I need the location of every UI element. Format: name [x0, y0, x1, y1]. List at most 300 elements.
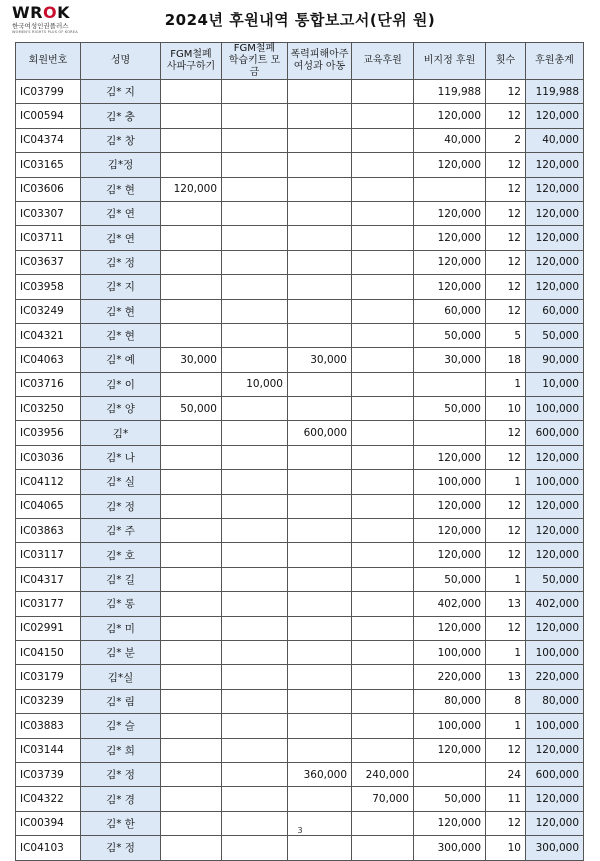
table-row	[16, 762, 584, 786]
table-row	[16, 592, 584, 616]
table-row	[16, 567, 584, 591]
fgm-sapa-cell: 120,000	[161, 177, 222, 201]
education-cell	[352, 494, 414, 518]
education-cell	[352, 470, 414, 494]
column-header: 비지정 후원	[414, 43, 486, 80]
total-cell: 120,000	[526, 543, 584, 567]
table-row	[16, 665, 584, 689]
violence-victims-cell	[288, 445, 352, 469]
name-cell: 김* 양	[81, 397, 161, 421]
unrestricted-cell: 120,000	[414, 104, 486, 128]
member-id-cell: IC04374	[16, 128, 81, 152]
logo-org-name-en: WOMEN'S RIGHTS PLUS OF KOREA	[12, 30, 78, 34]
table-row	[16, 397, 584, 421]
violence-victims-cell	[288, 104, 352, 128]
column-header: FGM철폐 사파구하기	[161, 43, 222, 80]
logo-mark-icon: O	[42, 3, 58, 22]
logo-wordmark: WROK	[12, 3, 70, 22]
total-cell: 120,000	[526, 811, 584, 835]
count-cell: 12	[486, 519, 526, 543]
fgm-kit-cell	[222, 494, 288, 518]
fgm-sapa-cell	[161, 80, 222, 104]
name-cell: 김*	[81, 421, 161, 445]
fgm-sapa-cell	[161, 519, 222, 543]
name-cell: 김* 이	[81, 372, 161, 396]
education-cell	[352, 153, 414, 177]
fgm-sapa-cell	[161, 762, 222, 786]
unrestricted-cell: 40,000	[414, 128, 486, 152]
name-cell: 김* 주	[81, 519, 161, 543]
fgm-kit-cell	[222, 762, 288, 786]
table-row	[16, 104, 584, 128]
fgm-sapa-cell	[161, 275, 222, 299]
table-row	[16, 543, 584, 567]
total-cell: 402,000	[526, 592, 584, 616]
name-cell: 김* 현	[81, 299, 161, 323]
total-cell: 80,000	[526, 689, 584, 713]
unrestricted-cell: 100,000	[414, 470, 486, 494]
total-cell: 120,000	[526, 616, 584, 640]
name-cell: 김* 현	[81, 177, 161, 201]
fgm-sapa-cell	[161, 153, 222, 177]
fgm-kit-cell	[222, 421, 288, 445]
member-id-cell: IC03177	[16, 592, 81, 616]
member-id-cell: IC04063	[16, 348, 81, 372]
donation-table	[15, 42, 584, 861]
fgm-sapa-cell: 50,000	[161, 397, 222, 421]
fgm-sapa-cell	[161, 372, 222, 396]
name-cell: 김* 희	[81, 738, 161, 762]
name-cell: 김* 실	[81, 470, 161, 494]
education-cell	[352, 275, 414, 299]
count-cell: 12	[486, 201, 526, 225]
fgm-kit-cell	[222, 128, 288, 152]
count-cell: 12	[486, 811, 526, 835]
violence-victims-cell	[288, 372, 352, 396]
count-cell: 10	[486, 836, 526, 860]
fgm-sapa-cell	[161, 714, 222, 738]
fgm-sapa-cell	[161, 421, 222, 445]
unrestricted-cell	[414, 177, 486, 201]
education-cell: 240,000	[352, 762, 414, 786]
fgm-sapa-cell	[161, 323, 222, 347]
member-id-cell: IC04150	[16, 640, 81, 664]
fgm-kit-cell	[222, 275, 288, 299]
member-id-cell: IC04103	[16, 836, 81, 860]
unrestricted-cell	[414, 762, 486, 786]
name-cell: 김* 경	[81, 787, 161, 811]
fgm-kit-cell	[222, 250, 288, 274]
table-row	[16, 153, 584, 177]
fgm-sapa-cell	[161, 543, 222, 567]
table-row	[16, 348, 584, 372]
fgm-kit-cell	[222, 543, 288, 567]
total-cell: 120,000	[526, 226, 584, 250]
violence-victims-cell	[288, 299, 352, 323]
name-cell: 김* 지	[81, 275, 161, 299]
fgm-kit-cell	[222, 445, 288, 469]
fgm-sapa-cell	[161, 201, 222, 225]
table-row	[16, 640, 584, 664]
violence-victims-cell	[288, 689, 352, 713]
total-cell: 10,000	[526, 372, 584, 396]
member-id-cell: IC04321	[16, 323, 81, 347]
report-title: 2024년 후원내역 통합보고서(단위 원)	[164, 11, 436, 29]
table-header-row	[16, 43, 584, 80]
fgm-kit-cell	[222, 519, 288, 543]
violence-victims-cell	[288, 519, 352, 543]
count-cell: 13	[486, 592, 526, 616]
count-cell: 12	[486, 616, 526, 640]
name-cell: 김*정	[81, 153, 161, 177]
name-cell: 김* 정	[81, 250, 161, 274]
page-number: 3	[297, 826, 303, 835]
unrestricted-cell	[414, 372, 486, 396]
violence-victims-cell	[288, 787, 352, 811]
violence-victims-cell	[288, 543, 352, 567]
total-cell: 120,000	[526, 201, 584, 225]
education-cell	[352, 397, 414, 421]
member-id-cell: IC03956	[16, 421, 81, 445]
count-cell: 12	[486, 543, 526, 567]
education-cell	[352, 738, 414, 762]
fgm-sapa-cell	[161, 665, 222, 689]
table-row	[16, 177, 584, 201]
unrestricted-cell: 60,000	[414, 299, 486, 323]
member-id-cell: IC03739	[16, 762, 81, 786]
fgm-sapa-cell: 30,000	[161, 348, 222, 372]
total-cell: 100,000	[526, 470, 584, 494]
violence-victims-cell	[288, 397, 352, 421]
table-row	[16, 226, 584, 250]
total-cell: 600,000	[526, 762, 584, 786]
unrestricted-cell: 120,000	[414, 543, 486, 567]
count-cell: 8	[486, 689, 526, 713]
member-id-cell: IC03711	[16, 226, 81, 250]
unrestricted-cell: 120,000	[414, 494, 486, 518]
education-cell	[352, 567, 414, 591]
fgm-sapa-cell	[161, 567, 222, 591]
total-cell: 100,000	[526, 714, 584, 738]
member-id-cell: IC03239	[16, 689, 81, 713]
fgm-sapa-cell	[161, 470, 222, 494]
member-id-cell: IC04322	[16, 787, 81, 811]
name-cell: 김* 정	[81, 494, 161, 518]
name-cell: 김* 길	[81, 567, 161, 591]
violence-victims-cell: 600,000	[288, 421, 352, 445]
education-cell	[352, 177, 414, 201]
violence-victims-cell	[288, 177, 352, 201]
column-header: 성명	[81, 43, 161, 80]
column-header: 횟수	[486, 43, 526, 80]
unrestricted-cell: 120,000	[414, 226, 486, 250]
table-row	[16, 787, 584, 811]
name-cell: 김* 충	[81, 104, 161, 128]
member-id-cell: IC03958	[16, 275, 81, 299]
education-cell	[352, 201, 414, 225]
violence-victims-cell	[288, 616, 352, 640]
name-cell: 김* 연	[81, 201, 161, 225]
member-id-cell: IC03799	[16, 80, 81, 104]
member-id-cell: IC03250	[16, 397, 81, 421]
violence-victims-cell: 30,000	[288, 348, 352, 372]
count-cell: 12	[486, 177, 526, 201]
education-cell	[352, 421, 414, 445]
member-id-cell: IC03165	[16, 153, 81, 177]
violence-victims-cell	[288, 201, 352, 225]
total-cell: 600,000	[526, 421, 584, 445]
fgm-sapa-cell	[161, 226, 222, 250]
count-cell: 12	[486, 494, 526, 518]
unrestricted-cell: 120,000	[414, 738, 486, 762]
violence-victims-cell	[288, 323, 352, 347]
name-cell: 김* 슬	[81, 714, 161, 738]
unrestricted-cell: 100,000	[414, 640, 486, 664]
name-cell: 김* 한	[81, 811, 161, 835]
fgm-kit-cell	[222, 787, 288, 811]
table-row	[16, 275, 584, 299]
fgm-sapa-cell	[161, 299, 222, 323]
table-row	[16, 128, 584, 152]
fgm-sapa-cell	[161, 738, 222, 762]
count-cell: 12	[486, 299, 526, 323]
name-cell: 김* 림	[81, 689, 161, 713]
fgm-sapa-cell	[161, 592, 222, 616]
count-cell: 18	[486, 348, 526, 372]
total-cell: 90,000	[526, 348, 584, 372]
logo-org-name: 한국여성인권플러스	[12, 22, 69, 30]
violence-victims-cell	[288, 80, 352, 104]
member-id-cell: IC03863	[16, 519, 81, 543]
name-cell: 김* 미	[81, 616, 161, 640]
member-id-cell: IC03144	[16, 738, 81, 762]
fgm-kit-cell	[222, 201, 288, 225]
count-cell: 1	[486, 714, 526, 738]
education-cell: 70,000	[352, 787, 414, 811]
fgm-sapa-cell	[161, 250, 222, 274]
table-row	[16, 201, 584, 225]
name-cell: 김* 지	[81, 80, 161, 104]
fgm-kit-cell	[222, 640, 288, 664]
table-row	[16, 299, 584, 323]
column-header: FGM철폐 학습키트 모금	[222, 43, 288, 80]
unrestricted-cell: 120,000	[414, 153, 486, 177]
table-row	[16, 738, 584, 762]
total-cell: 40,000	[526, 128, 584, 152]
unrestricted-cell	[414, 421, 486, 445]
violence-victims-cell	[288, 592, 352, 616]
fgm-sapa-cell	[161, 445, 222, 469]
fgm-kit-cell	[222, 397, 288, 421]
fgm-kit-cell	[222, 348, 288, 372]
count-cell: 13	[486, 665, 526, 689]
count-cell: 24	[486, 762, 526, 786]
name-cell: 김* 호	[81, 543, 161, 567]
total-cell: 50,000	[526, 323, 584, 347]
education-cell	[352, 226, 414, 250]
count-cell: 12	[486, 445, 526, 469]
total-cell: 120,000	[526, 104, 584, 128]
total-cell: 300,000	[526, 836, 584, 860]
total-cell: 120,000	[526, 445, 584, 469]
column-header: 후원총계	[526, 43, 584, 80]
violence-victims-cell	[288, 153, 352, 177]
education-cell	[352, 689, 414, 713]
violence-victims-cell	[288, 275, 352, 299]
name-cell: 김* 연	[81, 226, 161, 250]
total-cell: 60,000	[526, 299, 584, 323]
total-cell: 120,000	[526, 738, 584, 762]
education-cell	[352, 543, 414, 567]
education-cell	[352, 714, 414, 738]
member-id-cell: IC00394	[16, 811, 81, 835]
fgm-kit-cell	[222, 299, 288, 323]
table-row	[16, 421, 584, 445]
education-cell	[352, 665, 414, 689]
unrestricted-cell: 120,000	[414, 445, 486, 469]
total-cell: 120,000	[526, 177, 584, 201]
education-cell	[352, 640, 414, 664]
table-row	[16, 250, 584, 274]
total-cell: 50,000	[526, 567, 584, 591]
education-cell	[352, 104, 414, 128]
name-cell: 김* 현	[81, 323, 161, 347]
violence-victims-cell	[288, 250, 352, 274]
violence-victims-cell: 360,000	[288, 762, 352, 786]
unrestricted-cell: 50,000	[414, 397, 486, 421]
count-cell: 1	[486, 372, 526, 396]
table-row	[16, 494, 584, 518]
unrestricted-cell: 100,000	[414, 714, 486, 738]
member-id-cell: IC02991	[16, 616, 81, 640]
unrestricted-cell: 120,000	[414, 275, 486, 299]
member-id-cell: IC03179	[16, 665, 81, 689]
fgm-kit-cell	[222, 323, 288, 347]
fgm-kit-cell	[222, 592, 288, 616]
table-row	[16, 445, 584, 469]
fgm-kit-cell	[222, 616, 288, 640]
name-cell: 김*실	[81, 665, 161, 689]
fgm-sapa-cell	[161, 616, 222, 640]
fgm-kit-cell	[222, 104, 288, 128]
fgm-kit-cell	[222, 714, 288, 738]
fgm-kit-cell	[222, 177, 288, 201]
unrestricted-cell: 120,000	[414, 616, 486, 640]
name-cell: 김* 롱	[81, 592, 161, 616]
violence-victims-cell	[288, 665, 352, 689]
total-cell: 100,000	[526, 640, 584, 664]
count-cell: 1	[486, 470, 526, 494]
unrestricted-cell: 300,000	[414, 836, 486, 860]
fgm-sapa-cell	[161, 494, 222, 518]
total-cell: 100,000	[526, 397, 584, 421]
education-cell	[352, 323, 414, 347]
member-id-cell: IC03249	[16, 299, 81, 323]
violence-victims-cell	[288, 567, 352, 591]
total-cell: 119,988	[526, 80, 584, 104]
unrestricted-cell: 30,000	[414, 348, 486, 372]
member-id-cell: IC04317	[16, 567, 81, 591]
fgm-sapa-cell	[161, 128, 222, 152]
column-header: 회원번호	[16, 43, 81, 80]
name-cell: 김* 분	[81, 640, 161, 664]
count-cell: 1	[486, 640, 526, 664]
unrestricted-cell: 120,000	[414, 519, 486, 543]
unrestricted-cell: 120,000	[414, 811, 486, 835]
fgm-sapa-cell	[161, 689, 222, 713]
member-id-cell: IC03716	[16, 372, 81, 396]
table-body	[16, 80, 584, 861]
violence-victims-cell	[288, 714, 352, 738]
column-header: 폭력피해아주 여성과 아동	[288, 43, 352, 80]
fgm-kit-cell	[222, 665, 288, 689]
table-row	[16, 80, 584, 104]
total-cell: 120,000	[526, 494, 584, 518]
unrestricted-cell: 119,988	[414, 80, 486, 104]
name-cell: 김* 나	[81, 445, 161, 469]
education-cell	[352, 592, 414, 616]
count-cell: 12	[486, 738, 526, 762]
fgm-kit-cell	[222, 738, 288, 762]
education-cell	[352, 372, 414, 396]
table-row	[16, 372, 584, 396]
table-row	[16, 616, 584, 640]
total-cell: 120,000	[526, 787, 584, 811]
count-cell: 12	[486, 153, 526, 177]
education-cell	[352, 445, 414, 469]
education-cell	[352, 348, 414, 372]
member-id-cell: IC03117	[16, 543, 81, 567]
education-cell	[352, 250, 414, 274]
total-cell: 120,000	[526, 153, 584, 177]
table-row	[16, 470, 584, 494]
education-cell	[352, 299, 414, 323]
fgm-kit-cell	[222, 567, 288, 591]
count-cell: 11	[486, 787, 526, 811]
unrestricted-cell: 50,000	[414, 323, 486, 347]
count-cell: 5	[486, 323, 526, 347]
unrestricted-cell: 120,000	[414, 201, 486, 225]
total-cell: 120,000	[526, 519, 584, 543]
count-cell: 12	[486, 226, 526, 250]
violence-victims-cell	[288, 640, 352, 664]
fgm-sapa-cell	[161, 787, 222, 811]
total-cell: 120,000	[526, 250, 584, 274]
violence-victims-cell	[288, 738, 352, 762]
name-cell: 김* 창	[81, 128, 161, 152]
name-cell: 김* 예	[81, 348, 161, 372]
fgm-kit-cell	[222, 689, 288, 713]
fgm-sapa-cell	[161, 104, 222, 128]
count-cell: 10	[486, 397, 526, 421]
total-cell: 220,000	[526, 665, 584, 689]
name-cell: 김* 정	[81, 836, 161, 860]
member-id-cell: IC03307	[16, 201, 81, 225]
education-cell	[352, 616, 414, 640]
member-id-cell: IC03883	[16, 714, 81, 738]
member-id-cell: IC00594	[16, 104, 81, 128]
education-cell	[352, 519, 414, 543]
violence-victims-cell	[288, 470, 352, 494]
violence-victims-cell	[288, 494, 352, 518]
fgm-kit-cell	[222, 470, 288, 494]
unrestricted-cell: 50,000	[414, 567, 486, 591]
unrestricted-cell: 220,000	[414, 665, 486, 689]
table-row	[16, 689, 584, 713]
violence-victims-cell	[288, 226, 352, 250]
fgm-kit-cell	[222, 153, 288, 177]
fgm-kit-cell	[222, 80, 288, 104]
